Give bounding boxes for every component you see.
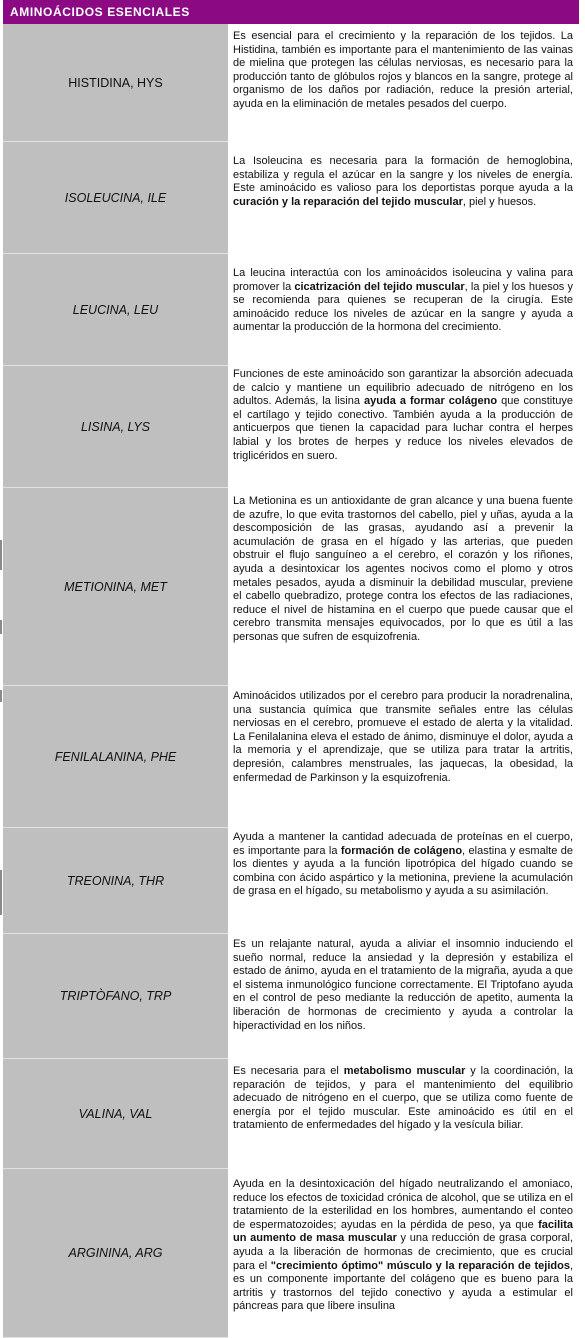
description-cell bbox=[233, 1059, 573, 1169]
amino-name: VALINA, VAL bbox=[78, 1106, 153, 1121]
amino-name-cell bbox=[3, 366, 228, 488]
amino-name: HISTIDINA, HYS bbox=[68, 75, 163, 90]
amino-name-cell bbox=[3, 1169, 228, 1338]
amino-name: TRIPTÒFANO, TRP bbox=[59, 989, 172, 1003]
table-row bbox=[3, 686, 579, 828]
amino-description: Es necesaria para el metabolismo muscular y la coordinación, la reparación de tejidos, y para el mantenimiento del equilibrio adecuado de nitrógeno en el cuerpo, que se utiliza como fuente de energía por el tejido muscular. Este aminoácido es útil en el tratamiento de enfermedades del hígado y la vesícula biliar. bbox=[233, 1065, 573, 1132]
amino-description: La Metionina es un antioxidante de gran alcance y una buena fuente de azufre, lo que evita trastornos del cabello, piel y uñas, ayuda a la descomposición de las grasas, ayudando así a prevenir la acumulación de grasa en el hígado y las arterias, que pueden obstruir el flujo sanguíneo a el cerebro, el corazón y los riñones, ayuda a desintoxicar los agentes nocivos como el plomo y otros metales pesados, ayuda a disminuir la debilidad muscular, previene el cabello quebradizo, protege contra los efectos de las radiaciones, reduce el nivel de histamina en el cuerpo que puede causar que el cerebro transmita mensajes equivocados, por lo que es útil a las personas que sufren de esquizofrenia. bbox=[233, 495, 573, 643]
amino-name-cell bbox=[3, 1059, 228, 1169]
amino-name-cell bbox=[3, 254, 228, 366]
amino-name: FENILALANINA, PHE bbox=[54, 749, 177, 764]
amino-name: ISOLEUCINA, ILE bbox=[64, 190, 167, 205]
amino-name-cell bbox=[3, 828, 228, 934]
amino-description: Ayuda a mantener la cantidad adecuada de proteínas en el cuerpo, es importante para la formación de colágeno, elastina y esmalte de los dientes y ayuda a la función lipotrópica del hígado cuando se combina con ácido aspártico y la metionina, previene la acumulación de grasa en el hígado, su metabolismo y ayuda a su asimilación. bbox=[233, 831, 573, 898]
description-cell bbox=[233, 934, 573, 1059]
table-row bbox=[3, 1169, 579, 1338]
table-header bbox=[3, 0, 579, 24]
amino-description: Funciones de este aminoácido son garantizar la absorción adecuada de calcio y mantiene un equilibrio adecuado de nitrógeno en los adultos. Además, la lisina ayuda a formar colágeno que constituye el cartílago y tejido conectivo. También ayuda a la producción de anticuerpos que tienen la capacidad para luchar contra el herpes labial y los brotes de herpes y reduce los niveles elevados de triglicéridos en suero. bbox=[233, 368, 573, 462]
amino-description: Es esencial para el crecimiento y la reparación de los tejidos. La Histidina, también es importante para el mantenimiento de las vainas de mielina que protegen las células nerviosas, es necesario para la producción tanto de glóbulos rojos y blancos en la sangre, protege al organismo de los daños por radiación, reduce la presión arterial, ayuda en la eliminación de metales pesados del cuerpo. bbox=[233, 30, 573, 110]
table-row bbox=[3, 934, 579, 1059]
amino-name-cell bbox=[3, 686, 228, 828]
amino-name: LISINA, LYS bbox=[80, 419, 151, 434]
amino-description: Es un relajante natural, ayuda a aliviar el insomnio induciendo el sueño normal, reduce la ansiedad y la depresión y estabiliza el estado de ánimo, ayuda en el tratamiento de la migraña, ayuda a que el sistema inmunológico funcione correctamente. El Triptofano ayuda en el control de peso mediante la reducción de apetito, aumenta la liberación de hormonas de crecimiento y ayuda a controlar la hiperactividad en los niños. bbox=[233, 938, 573, 1032]
table-row bbox=[3, 142, 579, 254]
amino-acid-table bbox=[3, 0, 579, 1338]
amino-description: Ayuda en la desintoxicación del hígado neutralizando el amoniaco, reduce los efectos de toxicidad crónica de alcohol, que se utiliza en el tratamiento de la esterilidad en los hombres, aumentando el conteo de espermatozoides; ayudas en la pérdida de peso, ya que facilita un aumento de masa muscular y una reducción de grasa corporal, ayuda a la liberación de hormonas de crecimiento, que es crucial para el "crecimiento óptimo" músculo y la reparación de tejidos, es un componente importante del colágeno que es bueno para la artritis y trastornos del tejido conectivo y ayuda a estimular el páncreas para que libere insulina bbox=[233, 1178, 573, 1313]
description-cell bbox=[233, 828, 573, 934]
amino-name: ARGININA, ARG bbox=[68, 1246, 163, 1260]
amino-name: TREONINA, THR bbox=[66, 873, 165, 888]
description-cell bbox=[233, 488, 573, 686]
amino-name: METIONINA, MET bbox=[64, 579, 167, 594]
table-row bbox=[3, 488, 579, 686]
description-cell bbox=[233, 686, 573, 828]
description-cell bbox=[233, 1169, 573, 1338]
table-row bbox=[3, 254, 579, 366]
amino-description: La leucina interactúa con los aminoácidos isoleucina y valina para promover la cicatrización del tejido muscular, la piel y los huesos y se recomienda para quienes se recuperan de la cirugía. Este aminoácido reduce los niveles de azúcar en la sangre y ayuda a aumentar la producción de la hormona del crecimiento. bbox=[233, 267, 573, 334]
amino-name-cell bbox=[3, 24, 228, 142]
amino-name-cell bbox=[3, 934, 228, 1059]
table-row bbox=[3, 828, 579, 934]
amino-description: Aminoácidos utilizados por el cerebro para producir la noradrenalina, una sustancia química que transmite señales entre las células nerviosas en el cerebro, promueve el estado de alerta y la vitalidad. La Fenilalanina eleva el estado de ánimo, disminuye el dolor, ayuda a la memoria y el aprendizaje, que se utiliza para tratar la artritis, depresión, calambres menstruales, las jaquecas, la obesidad, la enfermedad de Parkinson y la esquizofrenia. bbox=[233, 690, 573, 784]
table-row bbox=[3, 1059, 579, 1169]
table-row bbox=[3, 24, 579, 142]
amino-name-cell bbox=[3, 488, 228, 686]
amino-name-cell bbox=[3, 142, 228, 254]
description-cell bbox=[233, 24, 573, 142]
amino-name: LEUCINA, LEU bbox=[72, 302, 159, 317]
description-cell bbox=[233, 142, 573, 254]
description-cell bbox=[233, 254, 573, 366]
table-row bbox=[3, 366, 579, 488]
description-cell bbox=[233, 366, 573, 488]
table-title: AMINOÁCIDOS ESENCIALES bbox=[10, 5, 190, 19]
amino-description: La Isoleucina es necesaria para la formación de hemoglobina, estabiliza y regula el azúcar en la sangre y los niveles de energía. Este aminoácido es valioso para los deportistas porque ayuda a la curación y la reparación del tejido muscular, piel y huesos. bbox=[233, 155, 573, 208]
